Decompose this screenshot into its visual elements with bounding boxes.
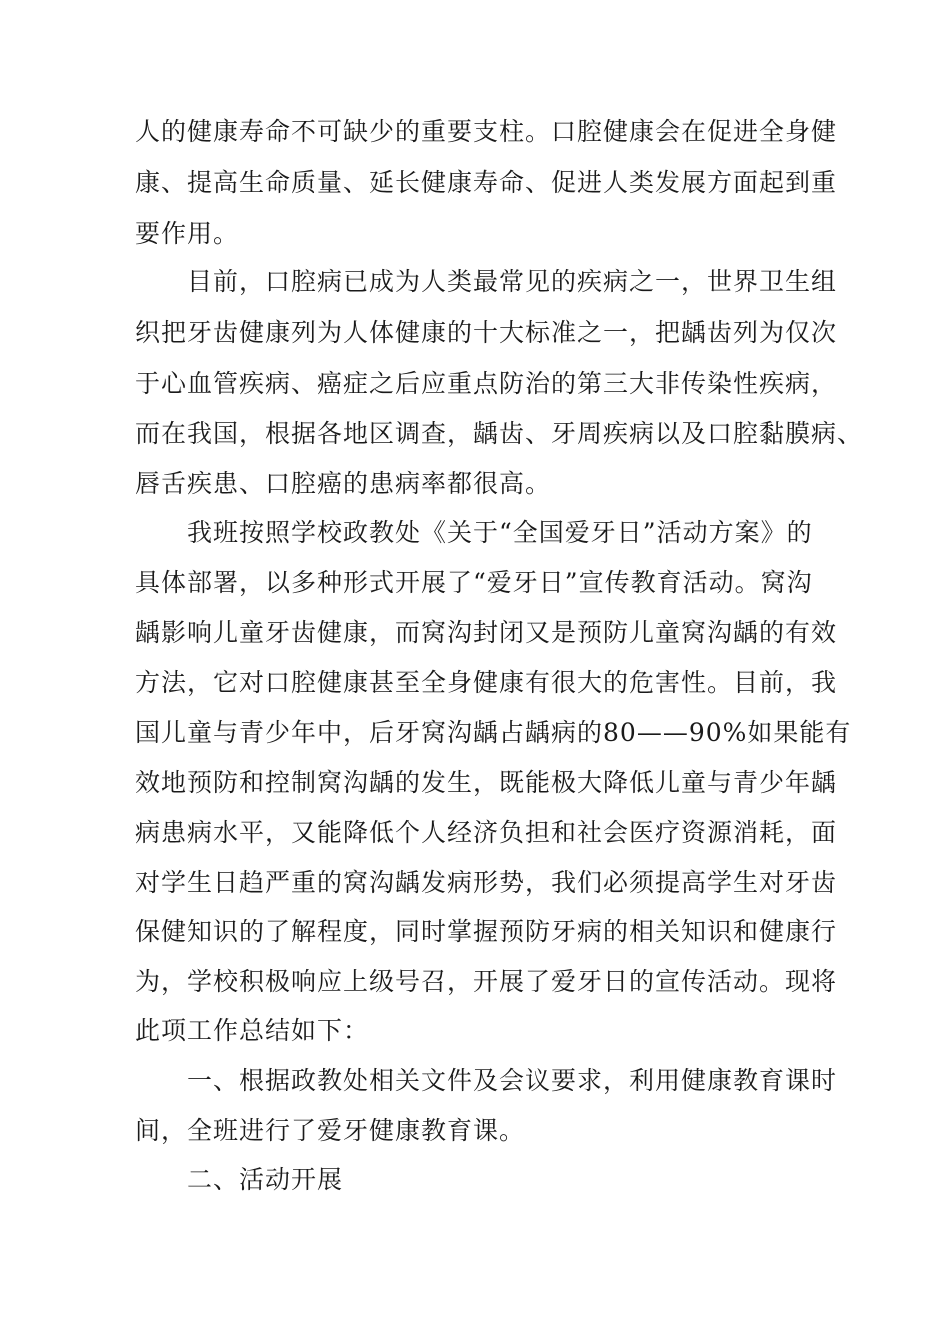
text-line: 人的健康寿命不可缺少的重要支柱。口腔健康会在促进全身健 [135, 117, 838, 146]
text-line: 此项工作总结如下： [135, 1016, 370, 1045]
text-line: 龋影响儿童牙齿健康，而窝沟封闭又是预防儿童窝沟龋的有效 [135, 618, 838, 647]
text-line: 而在我国，根据各地区调查，龋齿、牙周疾病以及口腔黏膜病、 [135, 419, 864, 448]
text-line: 间，全班进行了爱牙健康教育课。 [135, 1116, 526, 1145]
text-line: 康、提高生命质量、延长健康寿命、促进人类发展方面起到重 [135, 168, 838, 197]
text-line: 要作用。 [135, 219, 240, 248]
text-line: 我班按照学校政教处《关于“全国爱牙日”活动方案》的 [187, 518, 813, 547]
text-line: 织把牙齿健康列为人体健康的十大标准之一，把龋齿列为仅次 [135, 318, 838, 347]
text-line: 目前，口腔病已成为人类最常见的疾病之一，世界卫生组 [187, 267, 838, 296]
text-line: 于心血管疾病、癌症之后应重点防治的第三大非传染性疾病， [135, 369, 838, 398]
text-line: 效地预防和控制窝沟龋的发生，既能极大降低儿童与青少年龋 [135, 768, 838, 797]
text-line: 国儿童与青少年中，后牙窝沟龋占龋病的80——90%如果能有 [135, 718, 852, 747]
text-line: 为，学校积极响应上级号召，开展了爱牙日的宣传活动。现将 [135, 967, 838, 996]
text-line: 具体部署，以多种形式开展了“爱牙日”宣传教育活动。窝沟 [135, 568, 813, 597]
text-line: 二、活动开展 [187, 1165, 344, 1194]
text-line: 病患病水平，又能降低个人经济负担和社会医疗资源消耗，面 [135, 818, 838, 847]
text-line: 保健知识的了解程度，同时掌握预防牙病的相关知识和健康行 [135, 917, 838, 946]
text-line: 一、根据政教处相关文件及会议要求，利用健康教育课时 [187, 1066, 838, 1095]
text-line: 唇舌疾患、口腔癌的患病率都很高。 [135, 469, 552, 498]
text-line: 方法，它对口腔健康甚至全身健康有很大的危害性。目前，我 [135, 668, 838, 697]
text-line: 对学生日趋严重的窝沟龋发病形势，我们必须提高学生对牙齿 [135, 868, 838, 897]
